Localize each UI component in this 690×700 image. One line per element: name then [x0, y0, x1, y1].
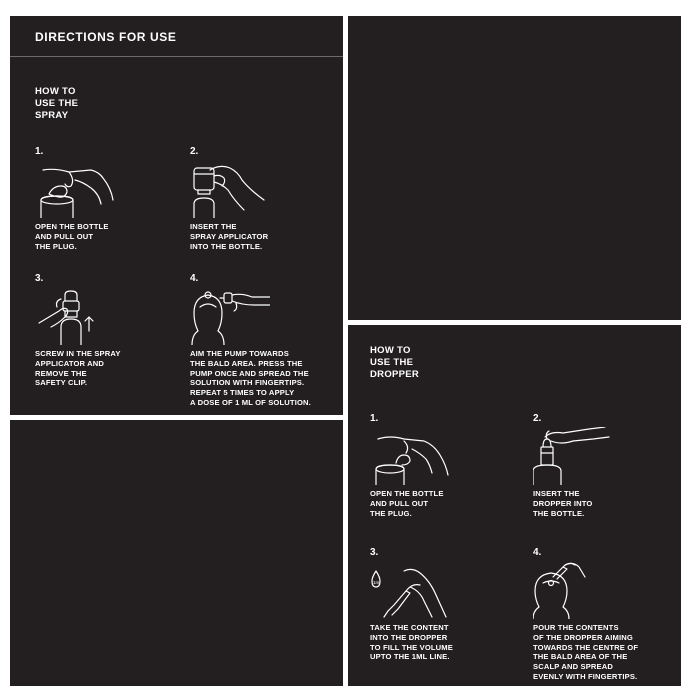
dropper-step-2 — [533, 413, 683, 518]
insert-dropper-icon — [533, 427, 613, 485]
screw-spray-applicator-icon — [35, 287, 115, 345]
step-text: OPEN THE BOTTLE AND PULL OUT THE PLUG. — [35, 222, 109, 251]
step-number: 3. — [35, 273, 44, 284]
blank-panel-bottom-left — [10, 420, 343, 686]
measure-label: 1ml — [373, 580, 381, 585]
spray-panel — [10, 16, 343, 415]
step-text: SCREW IN THE SPRAY APPLICATOR AND REMOVE THE SAFETY CLIP. — [35, 349, 121, 388]
spray-step-3 — [35, 273, 185, 388]
step-number: 1. — [35, 146, 44, 157]
step-number: 3. — [370, 547, 379, 558]
step-number: 2. — [190, 146, 199, 157]
open-bottle-icon — [35, 160, 115, 218]
step-text: POUR THE CONTENTS OF THE DROPPER AIMING TOWARDS THE CENTRE OF THE BALD AREA OF THE SCALP AND SPREAD EVENLY WITH FINGERTIPS. — [533, 623, 639, 681]
fill-dropper-icon — [370, 561, 450, 619]
blank-panel-top-right — [348, 16, 681, 320]
spray-section-title: HOW TO USE THE SPRAY — [35, 86, 79, 121]
step-text: AIM THE PUMP TOWARDS THE BALD AREA. PRESS THE PUMP ONCE AND SPREAD THE SOLUTION WITH FINGERTIPS. REPEAT 5 TIMES TO APPLY A DOSE OF 1 ML OF SOLUTION. — [190, 349, 311, 407]
step-number: 4. — [190, 273, 199, 284]
step-text: TAKE THE CONTENT INTO THE DROPPER TO FILL THE VOLUME UPTO THE 1ML LINE. — [370, 623, 453, 662]
dropper-step-3 — [370, 547, 520, 662]
step-number: 4. — [533, 547, 542, 558]
step-text: OPEN THE BOTTLE AND PULL OUT THE PLUG. — [370, 489, 444, 518]
step-text: INSERT THE DROPPER INTO THE BOTTLE. — [533, 489, 593, 518]
step-number: 1. — [370, 413, 379, 424]
spray-step-4 — [190, 273, 340, 408]
spray-scalp-icon — [190, 287, 270, 345]
open-bottle-icon — [370, 427, 450, 485]
insert-spray-applicator-icon — [190, 160, 270, 218]
dropper-section-title: HOW TO USE THE DROPPER — [370, 345, 420, 380]
header-divider — [10, 56, 343, 57]
step-text: INSERT THE SPRAY APPLICATOR INTO THE BOTTLE. — [190, 222, 269, 251]
spray-step-2 — [190, 146, 340, 251]
dropper-scalp-icon — [533, 561, 613, 619]
page-title: DIRECTIONS FOR USE — [35, 30, 177, 44]
spray-step-1 — [35, 146, 185, 251]
dropper-panel — [348, 325, 681, 686]
dropper-step-4 — [533, 547, 683, 682]
step-number: 2. — [533, 413, 542, 424]
dropper-step-1 — [370, 413, 520, 518]
